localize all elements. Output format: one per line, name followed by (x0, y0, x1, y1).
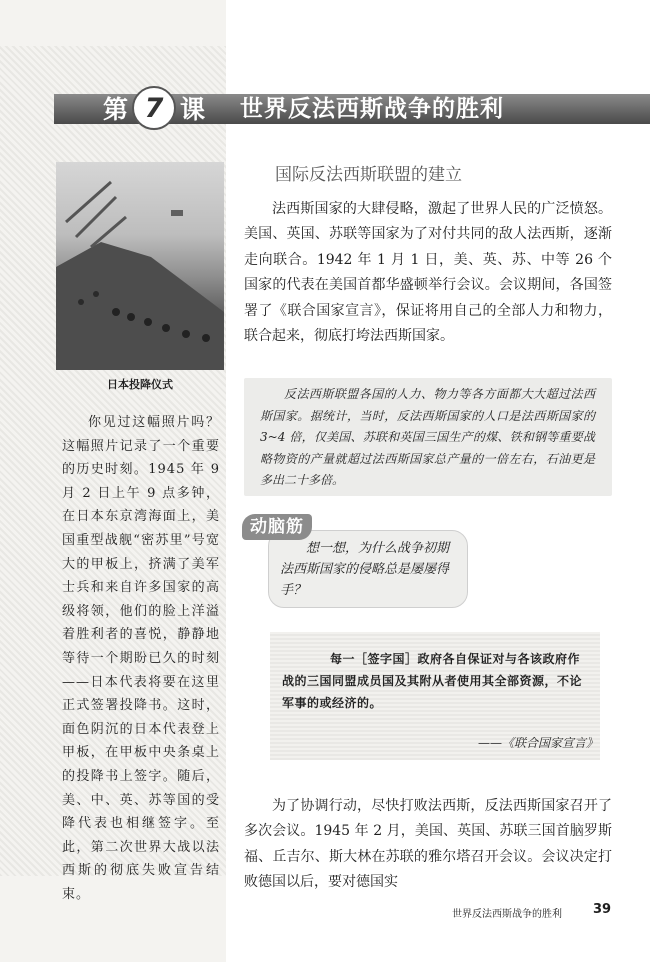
footer-title: 世界反法西斯战争的胜利 (452, 909, 562, 920)
gun-barrel-icon (66, 182, 111, 222)
distant-ship-icon (171, 210, 183, 216)
lesson-suffix: 课 (180, 95, 206, 124)
think-label: 动脑筋 (242, 514, 312, 540)
page-number: 39 (593, 902, 612, 917)
section-heading: 国际反法西斯联盟的建立 (275, 165, 462, 185)
deck-shape (56, 242, 224, 370)
main-paragraph-1: 法西斯国家的大肆侵略，激起了世界人民的广泛愤怒。美国、英国、苏联等国家为了对付共同的敌人法西斯，逐渐走向联合。1942 年 1 月 1 日，美、英、苏、中等 26 个国家的代表在美国首都华盛顿举行会议。会议期间，各国签署了《联合国家宣言》，保证将用自己的全部人力和物力，联合起来，彻底打垮法西斯国家。 (244, 201, 612, 345)
lesson-prefix: 第 (103, 95, 129, 124)
photo-illustration (56, 162, 224, 370)
think-question: 想一想，为什么战争初期法西斯国家的侵略总是屡屡得手？ (280, 541, 450, 598)
sidebar-text: 你见过这幅照片吗？这幅照片记录了一个重要的历史时刻。1945 年 9 月 2 日上午 9 点多钟，在日本东京湾海面上，美国重型战舰“密苏里”号宽大的甲板上，挤满了美军士兵和来自许多国家的高级将领，他们的脸上洋溢着胜利者的喜悦，静静地等待一个期盼已久的时刻——日本代表将要在这里正式签署投降书。这时，面色阴沉的日本代表登上甲板，在甲板中央条桌上的投降书上签字。随后，美、中、英、苏等国的受降代表也相继签字。至此，第二次世界大战以法西斯的彻底失败宣告结束。 (62, 415, 220, 902)
photo-caption: 日本投降仪式 (107, 378, 173, 391)
declaration-quote: 每一［签字国］政府各自保证对与各该政府作战的三国同盟成员国及其附从者使用其全部资源，不论军事的或经济的。 (282, 652, 583, 710)
lesson-label (103, 90, 205, 126)
lesson-number-badge: 7 (132, 86, 176, 130)
surrender-ceremony-photo (56, 162, 224, 370)
main-paragraph-2: 为了协调行动，尽快打败法西斯，反法西斯国家召开了多次会议。1945 年 2 月，美国、英国、苏联三国首脑罗斯福、丘吉尔、斯大林在苏联的雅尔塔召开会议。会议决定打败德国以后，要对德国实 (244, 798, 612, 891)
quote-source: ——《联合国家宣言》 (477, 736, 598, 750)
page-title: 世界反法西斯战争的胜利 (240, 96, 504, 122)
note-text: 反法西斯联盟各国的人力、物力等各方面都大大超过法西斯国家。据统计，当时，反法西斯国家的人口是法西斯国家的 3~4 倍，仅美国、苏联和英国三国生产的煤、铁和钢等重要战略物资的产量就超过法西斯国家总产量的一倍左右，石油更是多出二十多倍。 (260, 387, 595, 487)
gun-barrel-icon (91, 217, 126, 247)
